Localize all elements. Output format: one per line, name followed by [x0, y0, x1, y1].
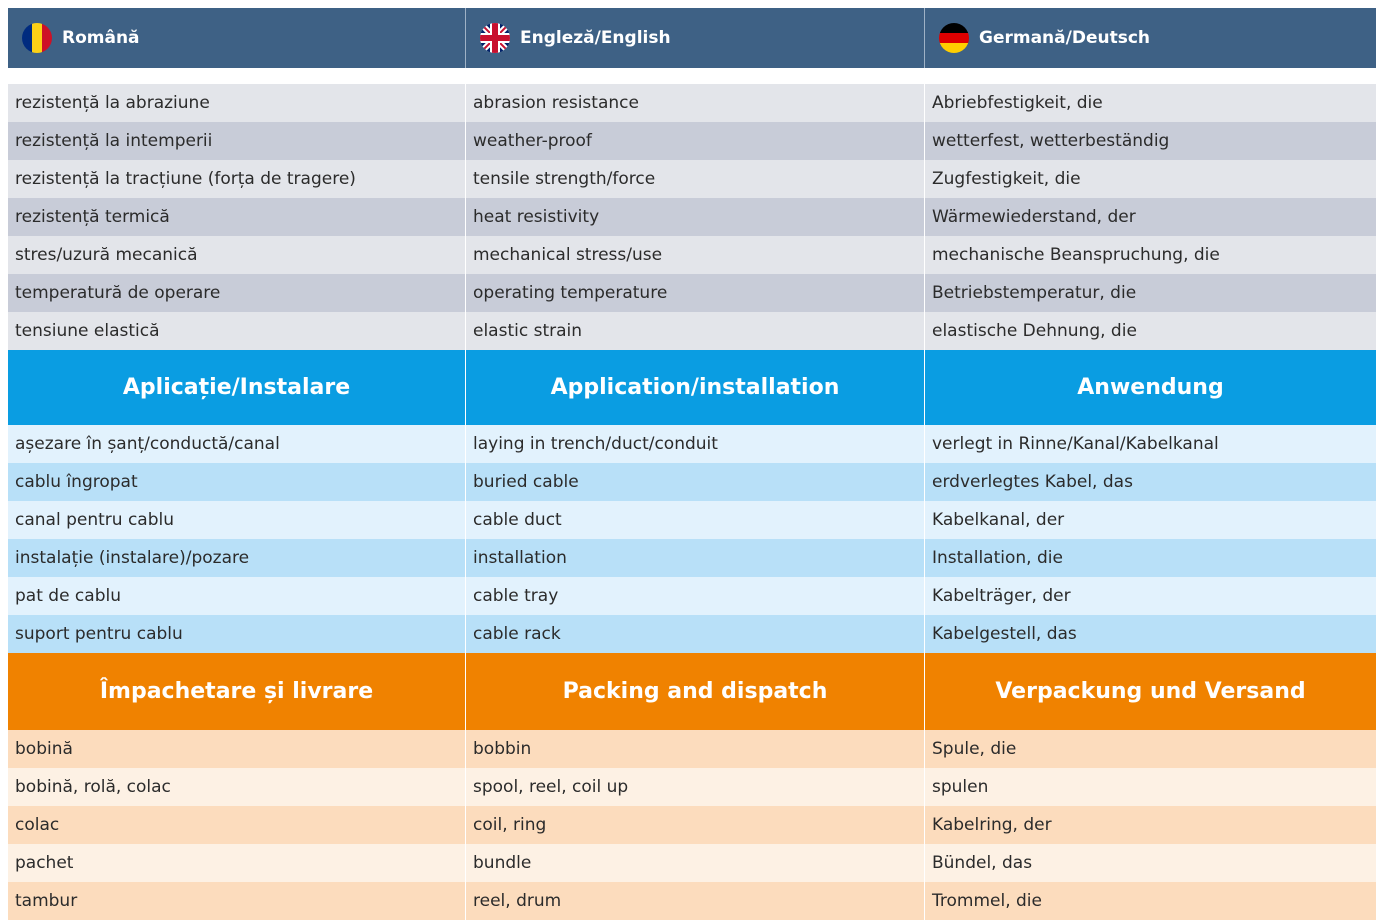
language-label-ro: Română: [62, 28, 140, 48]
language-header-de: [925, 8, 1376, 68]
term-en: reel, drum: [466, 882, 925, 920]
section-header-application: [8, 350, 1376, 425]
term-en: cable tray: [466, 577, 925, 615]
language-header-en: [466, 8, 925, 68]
term-de: Kabelring, der: [932, 815, 1052, 835]
term-en: tensile strength/force: [466, 160, 925, 198]
language-label-en: Engleză/English: [520, 28, 671, 48]
term-ro: tambur: [8, 882, 466, 920]
term-de: wetterfest, wetterbeständig: [932, 131, 1170, 151]
term-ro: tensiune elastică: [8, 312, 466, 350]
term-en: weather-proof: [466, 122, 925, 160]
table-row: [8, 844, 1376, 882]
term-ro: așezare în șanț/conductă/canal: [8, 425, 466, 463]
section-title-en: Application/installation: [466, 350, 925, 425]
term-ro: rezistență la abraziune: [8, 84, 466, 122]
term-de: Kabelkanal, der: [932, 510, 1065, 530]
language-label-de: Germană/Deutsch: [979, 28, 1151, 48]
term-ro: rezistență la tracțiune (forța de tragere): [8, 160, 466, 198]
term-en: coil, ring: [466, 806, 925, 844]
term-ro: instalație (instalare)/pozare: [8, 539, 466, 577]
table-row: [8, 882, 1376, 920]
term-ro: bobină: [8, 730, 466, 768]
term-de: erdverlegtes Kabel, das: [932, 472, 1133, 492]
term-ro: rezistență la intemperii: [8, 122, 466, 160]
term-de: Bündel, das: [932, 853, 1033, 873]
term-de: Kabelträger, der: [932, 586, 1071, 606]
term-de: spulen: [932, 777, 989, 797]
term-de: Trommel, die: [932, 891, 1042, 911]
term-ro: cablu îngropat: [8, 463, 466, 501]
term-de: Wärmewiederstand, der: [932, 207, 1136, 227]
term-ro: canal pentru cablu: [8, 501, 466, 539]
term-ro: pat de cablu: [8, 577, 466, 615]
term-en: heat resistivity: [466, 198, 925, 236]
romania-flag-icon: [22, 23, 52, 53]
term-en: bobbin: [466, 730, 925, 768]
term-de: Installation, die: [932, 548, 1063, 568]
section-title-ro: Aplicație/Instalare: [8, 350, 466, 425]
uk-flag-icon: [480, 23, 510, 53]
term-ro: rezistență termică: [8, 198, 466, 236]
term-de: Kabelgestell, das: [932, 624, 1077, 644]
table-row: [8, 730, 1376, 768]
table-row: [8, 198, 1376, 236]
glossary-table: [8, 8, 1376, 920]
term-en: mechanical stress/use: [466, 236, 925, 274]
term-de: Betriebstemperatur, die: [932, 283, 1137, 303]
table-row: [8, 312, 1376, 350]
term-en: abrasion resistance: [466, 84, 925, 122]
term-de: Spule, die: [932, 739, 1017, 759]
table-row: [8, 539, 1376, 577]
table-row: [8, 122, 1376, 160]
section-title-de: Verpackung und Versand: [995, 679, 1306, 704]
section-title-de: Anwendung: [1077, 375, 1224, 400]
germany-flag-icon: [939, 23, 969, 53]
term-en: buried cable: [466, 463, 925, 501]
term-ro: suport pentru cablu: [8, 615, 466, 653]
table-row: [8, 274, 1376, 312]
table-row: [8, 236, 1376, 274]
term-de: verlegt in Rinne/Kanal/Kabelkanal: [932, 434, 1219, 454]
term-en: spool, reel, coil up: [466, 768, 925, 806]
table-row: [8, 463, 1376, 501]
term-en: bundle: [466, 844, 925, 882]
section-title-en: Packing and dispatch: [466, 653, 925, 730]
term-de: Zugfestigkeit, die: [932, 169, 1081, 189]
term-en: cable duct: [466, 501, 925, 539]
table-row: [8, 806, 1376, 844]
term-de: elastische Dehnung, die: [932, 321, 1137, 341]
term-en: cable rack: [466, 615, 925, 653]
language-header-ro: [8, 8, 466, 68]
term-en: laying in trench/duct/conduit: [466, 425, 925, 463]
term-ro: temperatură de operare: [8, 274, 466, 312]
section-title-ro: Împachetare și livrare: [8, 653, 466, 730]
term-en: elastic strain: [466, 312, 925, 350]
table-row: [8, 615, 1376, 653]
term-en: operating temperature: [466, 274, 925, 312]
table-row: [8, 160, 1376, 198]
table-row: [8, 768, 1376, 806]
term-ro: colac: [8, 806, 466, 844]
term-ro: stres/uzură mecanică: [8, 236, 466, 274]
language-header-row: [8, 8, 1376, 68]
term-en: installation: [466, 539, 925, 577]
term-ro: pachet: [8, 844, 466, 882]
table-row: [8, 577, 1376, 615]
section-header-packing: [8, 653, 1376, 730]
header-gap: [8, 68, 1376, 84]
table-row: [8, 501, 1376, 539]
table-row: [8, 425, 1376, 463]
table-row: [8, 84, 1376, 122]
term-ro: bobină, rolă, colac: [8, 768, 466, 806]
term-de: Abriebfestigkeit, die: [932, 93, 1103, 113]
term-de: mechanische Beanspruchung, die: [932, 245, 1220, 265]
